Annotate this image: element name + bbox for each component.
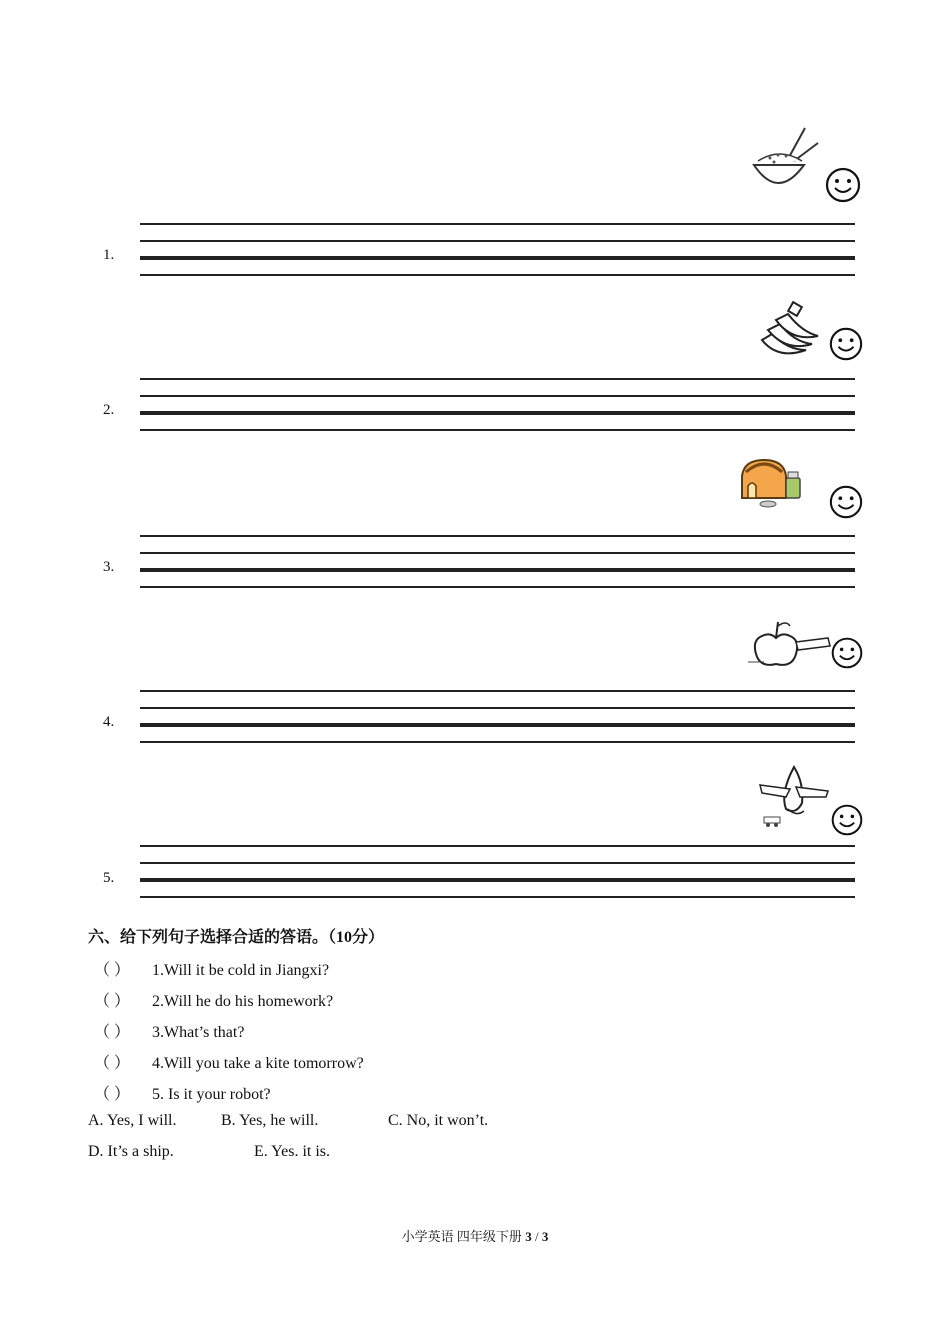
four-line-grid[interactable] bbox=[140, 223, 855, 279]
writing-row-5 bbox=[0, 755, 950, 905]
writing-row-4 bbox=[0, 600, 950, 755]
airplane-toy-icon bbox=[756, 763, 832, 837]
writing-row-2 bbox=[0, 280, 950, 440]
question-item bbox=[94, 988, 333, 1011]
question-text: 4.Will you take a kite tomorrow? bbox=[152, 1055, 364, 1072]
bananas-icon bbox=[758, 300, 824, 360]
question-item bbox=[94, 1081, 271, 1104]
four-line-grid[interactable] bbox=[140, 845, 855, 901]
smiley-face-icon bbox=[828, 484, 864, 520]
four-line-grid[interactable] bbox=[140, 690, 855, 746]
four-line-grid[interactable] bbox=[140, 378, 855, 434]
question-item bbox=[94, 1050, 364, 1073]
answer-blank[interactable]: （ ） bbox=[94, 962, 131, 979]
question-text: 2.Will he do his homework? bbox=[152, 993, 334, 1010]
answer-blank[interactable]: （ ） bbox=[94, 1086, 131, 1103]
line-number: 3. bbox=[103, 559, 115, 575]
smiley-face-icon bbox=[830, 803, 864, 837]
smiley-face-icon bbox=[830, 636, 864, 670]
line-number: 5. bbox=[103, 870, 115, 886]
option-a: A. Yes, I will. bbox=[88, 1112, 177, 1129]
option-b: B. Yes, he will. bbox=[221, 1112, 319, 1129]
section-heading: 六、给下列句子选择合适的答语。（10分） bbox=[88, 929, 385, 946]
apple-icon bbox=[748, 618, 832, 670]
option-e: E. Yes. it is. bbox=[254, 1143, 331, 1160]
smiley-face-icon bbox=[828, 326, 864, 362]
option-d: D. It’s a ship. bbox=[88, 1143, 174, 1160]
question-item bbox=[94, 1019, 244, 1042]
page-number: 3 bbox=[525, 1229, 532, 1244]
rice-bowl-icon bbox=[750, 125, 820, 197]
footer-text: 小学英语 四年级下册 bbox=[401, 1229, 526, 1244]
line-number: 2. bbox=[103, 402, 115, 418]
answer-blank[interactable]: （ ） bbox=[94, 993, 131, 1010]
question-text: 5. Is it your robot? bbox=[152, 1086, 271, 1103]
writing-row-1 bbox=[0, 120, 950, 280]
line-number: 1. bbox=[103, 247, 115, 263]
answer-blank[interactable]: （ ） bbox=[94, 1055, 131, 1072]
line-number: 4. bbox=[103, 714, 115, 730]
four-line-grid[interactable] bbox=[140, 535, 855, 591]
question-text: 1.Will it be cold in Jiangxi? bbox=[152, 962, 330, 979]
page-total: 3 bbox=[541, 1229, 549, 1244]
writing-row-3 bbox=[0, 440, 950, 600]
smiley-face-icon bbox=[824, 166, 862, 204]
page-footer bbox=[0, 1226, 950, 1245]
bread-and-milk-icon bbox=[738, 456, 806, 514]
page-separator: / bbox=[531, 1229, 542, 1244]
question-item bbox=[94, 957, 329, 980]
option-c: C. No, it won’t. bbox=[388, 1112, 489, 1129]
answer-blank[interactable]: （ ） bbox=[94, 1024, 131, 1041]
question-text: 3.What’s that? bbox=[152, 1024, 245, 1041]
